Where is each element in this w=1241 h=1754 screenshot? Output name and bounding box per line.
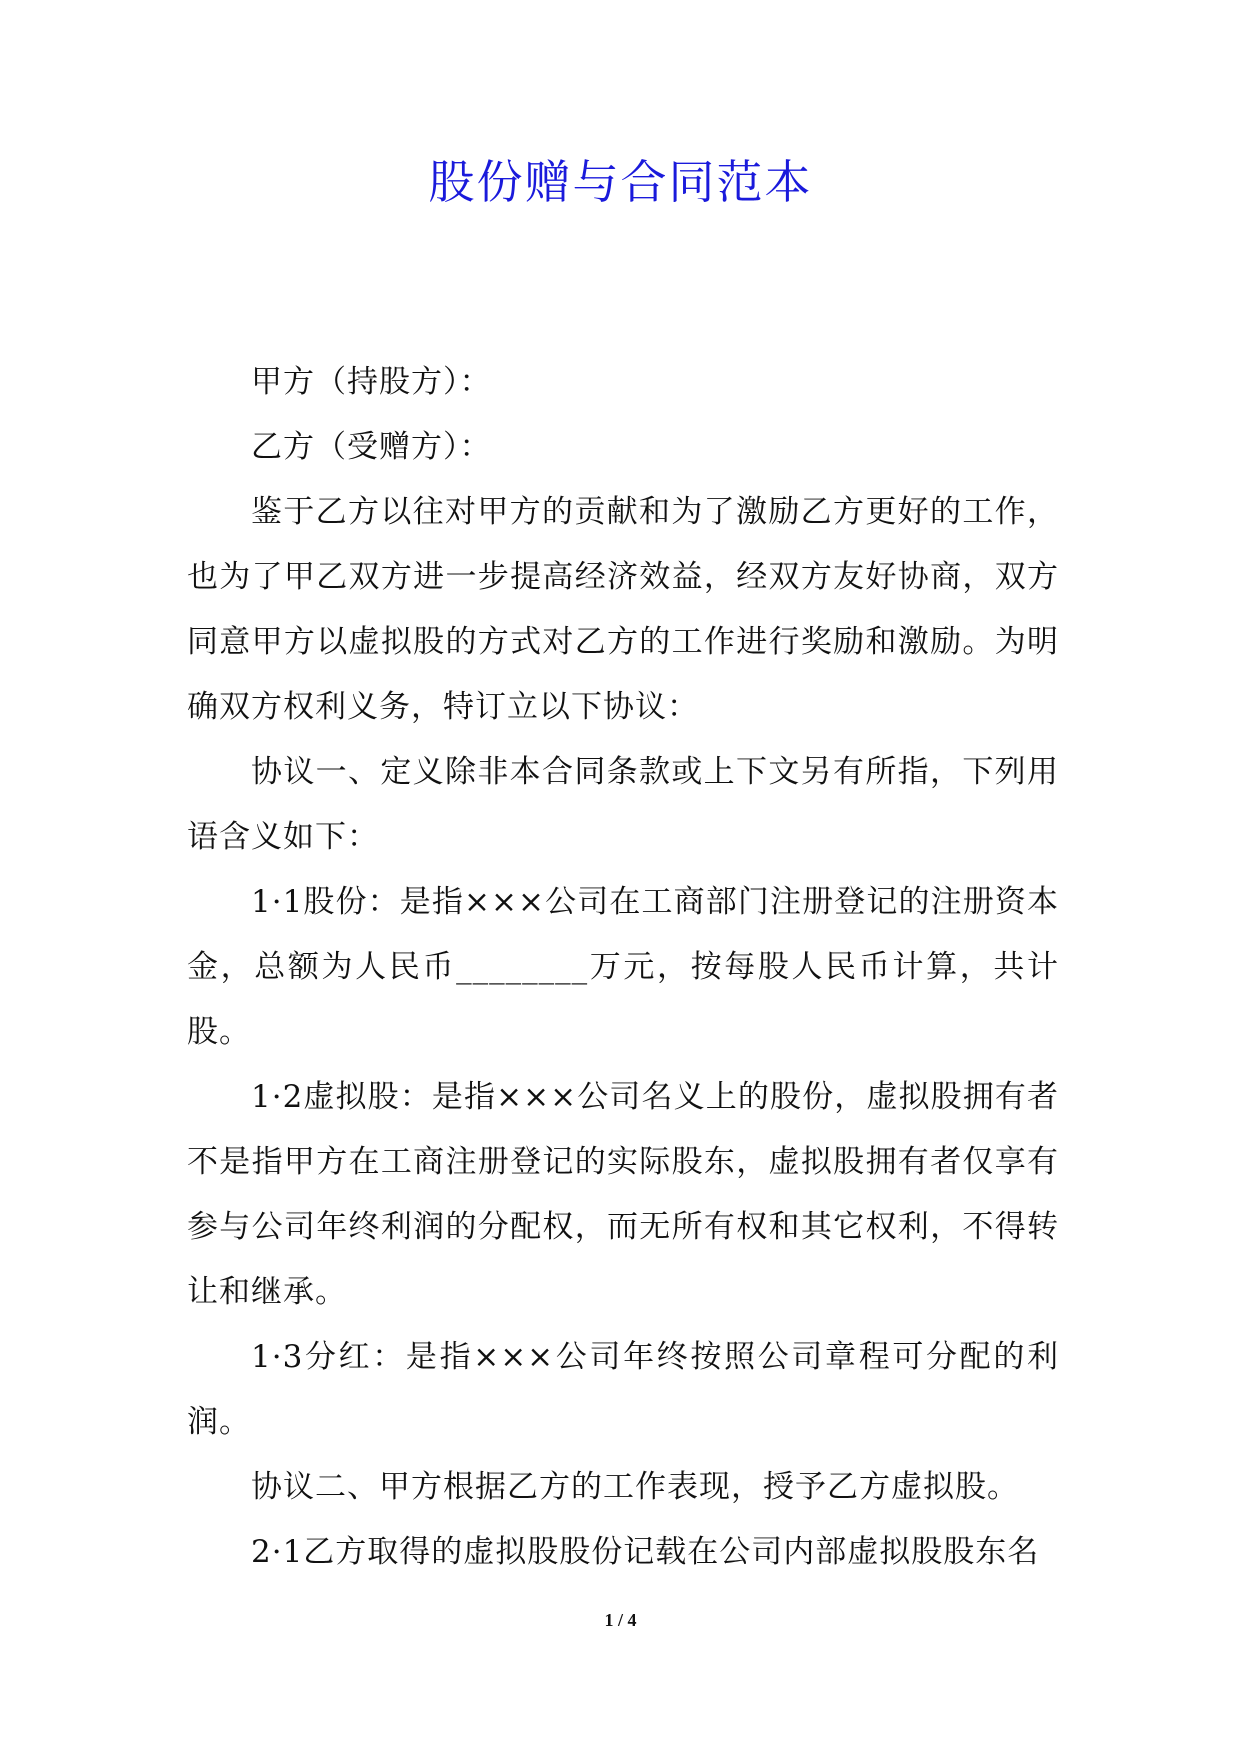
clause-1-2: 1·2虚拟股：是指×××公司名义上的股份，虚拟股拥有者不是指甲方在工商注册登记的实际股东，虚拟股拥有者仅享有参与公司年终利润的分配权，而无所有权和其它权利，不得转让和继承。 bbox=[187, 1079, 1059, 1310]
clause-1-3: 1·3分红：是指×××公司年终按照公司章程可分配的利润。 bbox=[187, 1339, 1059, 1440]
party-b-line: 乙方（受赠方）： bbox=[251, 429, 492, 465]
party-a-line: 甲方（持股方）： bbox=[251, 364, 492, 400]
preamble-paragraph: 鉴于乙方以往对甲方的贡献和为了激励乙方更好的工作，也为了甲乙双方进一步提高经济效益，经双方友好协商，双方同意甲方以虚拟股的方式对乙方的工作进行奖励和激励。为明确双方权利义务，特订立以下协议： bbox=[187, 494, 1059, 725]
page-number: 1 / 4 bbox=[604, 1610, 637, 1630]
clause-1-1: 1·1股份：是指×××公司在工商部门注册登记的注册资本金，总额为人民币________万元，按每股人民币计算，共计股。 bbox=[187, 884, 1059, 1050]
agreement-two-heading: 协议二、甲方根据乙方的工作表现，授予乙方虚拟股。 bbox=[251, 1469, 1019, 1505]
clause-2-1: 2·1乙方取得的虚拟股股份记载在公司内部虚拟股股东名 bbox=[251, 1534, 1040, 1570]
agreement-one-heading: 协议一、定义除非本合同条款或上下文另有所指，下列用语含义如下： bbox=[187, 754, 1059, 855]
document-body bbox=[187, 350, 1059, 1585]
document-title: 股份赠与合同范本 bbox=[428, 155, 813, 209]
